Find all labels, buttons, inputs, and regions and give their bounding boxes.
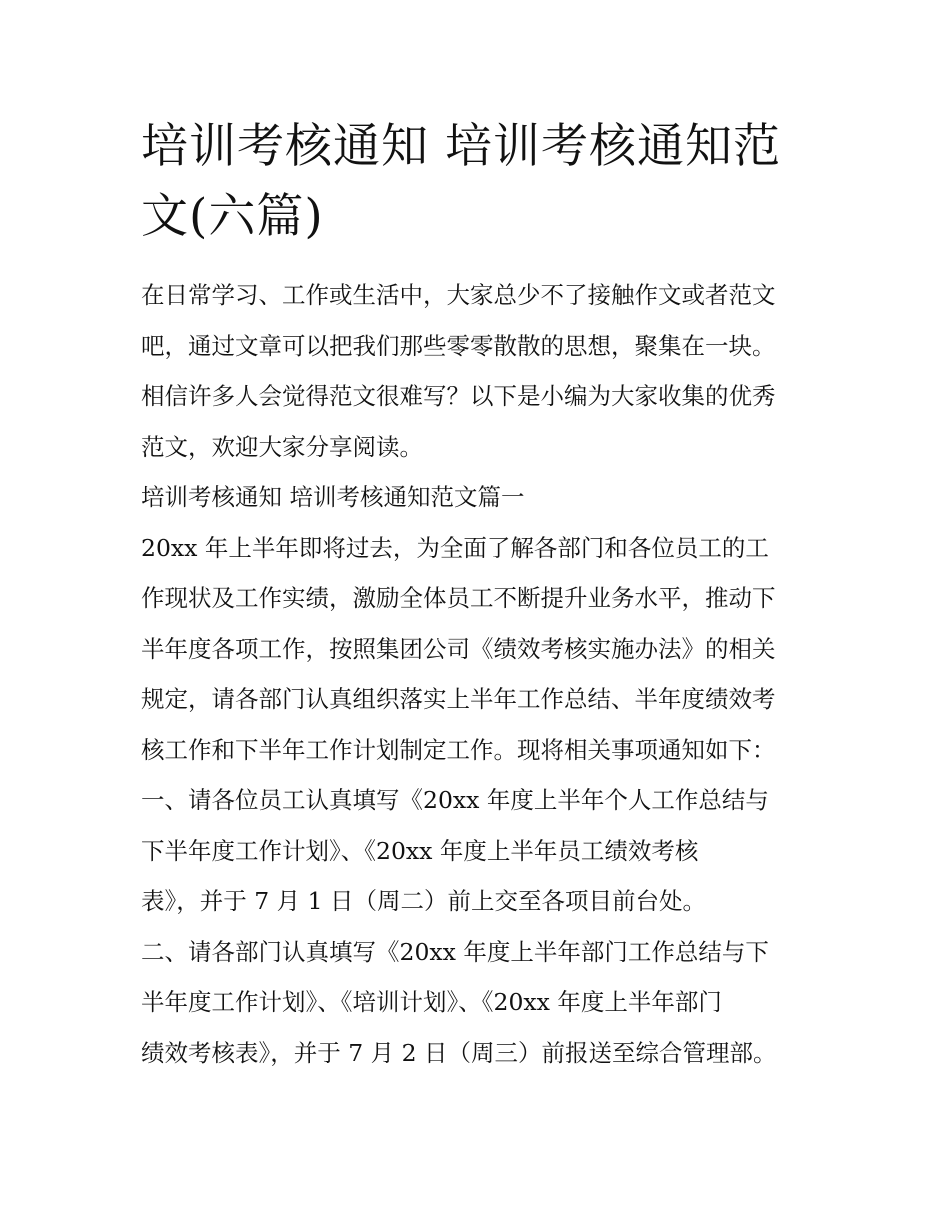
- item-one-line: 下半年度工作计划》、《20xx 年度上半年员工绩效考核: [141, 836, 699, 865]
- document-page: [141, 112, 821, 1078]
- document-title: [141, 112, 821, 252]
- body-paragraph-line: 半年度各项工作，按照集团公司《绩效考核实施办法》的相关: [141, 634, 776, 663]
- item-two-line: 二、请各部门认真填写《20xx 年度上半年部门工作总结与下: [141, 937, 769, 966]
- body-paragraph-line: 20xx 年上半年即将过去，为全面了解各部门和各位员工的工: [141, 533, 769, 562]
- body-paragraph-line: 规定，请各部门认真组织落实上半年工作总结、半年度绩效考: [141, 685, 776, 713]
- title-line-2: 文(六篇): [141, 189, 324, 244]
- document-body: [141, 270, 821, 1078]
- intro-paragraph-line: 在日常学习、工作或生活中，大家总少不了接触作文或者范文: [141, 281, 776, 309]
- intro-paragraph-line: 吧，通过文章可以把我们那些零零散散的思想，聚集在一块。: [141, 331, 776, 360]
- item-one-line: 表》，并于 7 月 1 日（周二）前上交至各项目前台处。: [141, 887, 707, 915]
- item-one-line: 一、请各位员工认真填写《20xx 年度上半年个人工作总结与: [141, 786, 769, 814]
- intro-paragraph-line: 相信许多人会觉得范文很难写？以下是小编为大家收集的优秀: [141, 382, 776, 410]
- title-line-1: 培训考核通知 培训考核通知范: [141, 119, 781, 174]
- item-two-line: 半年度工作计划》、《培训计划》、《20xx 年度上半年部门: [141, 988, 722, 1016]
- body-paragraph-line: 作现状及工作实绩，激励全体员工不断提升业务水平，推动下: [141, 584, 776, 612]
- item-two-line: 绩效考核表》，并于 7 月 2 日（周三）前报送至综合管理部。: [141, 1038, 777, 1067]
- section-heading: 培训考核通知 培训考核通知范文篇一: [141, 483, 525, 511]
- intro-paragraph-line: 范文，欢迎大家分享阅读。: [141, 432, 423, 461]
- body-paragraph-line: 核工作和下半年工作计划制定工作。现将相关事项通知如下：: [141, 735, 776, 764]
